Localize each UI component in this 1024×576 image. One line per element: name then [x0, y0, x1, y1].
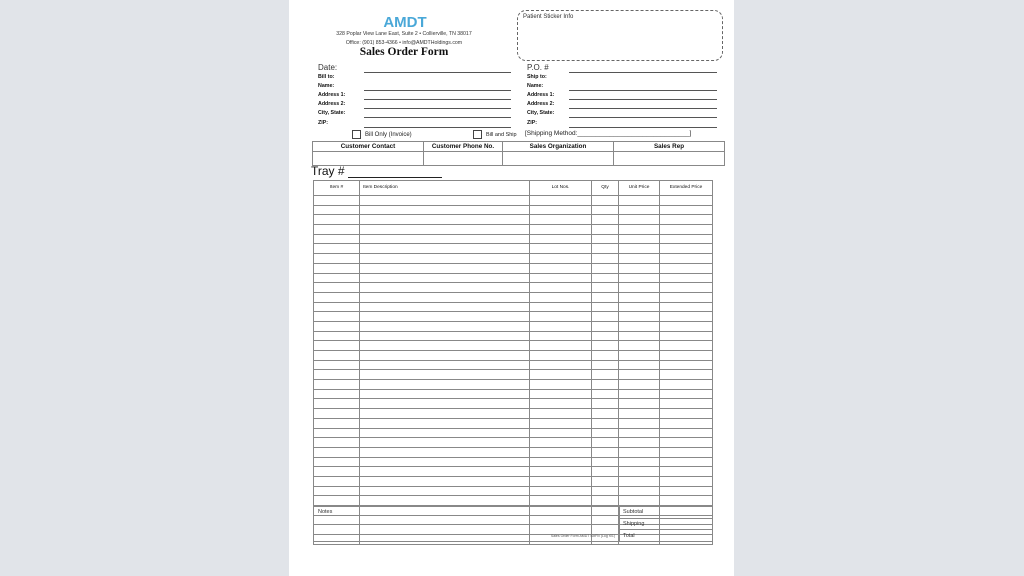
extended-price-cell[interactable] — [660, 486, 713, 496]
item-description-cell[interactable] — [360, 215, 530, 225]
extended-price-cell[interactable] — [660, 457, 713, 467]
table-row — [314, 234, 713, 244]
shipping-label: Shipping — [620, 518, 660, 530]
lot-nos-cell[interactable] — [530, 351, 592, 361]
lot-nos-header: Lot Nos. — [530, 181, 592, 196]
extended-price-cell[interactable] — [660, 331, 713, 341]
unit-price-cell[interactable] — [619, 321, 660, 331]
unit-price-cell[interactable] — [619, 283, 660, 293]
bill-city-field[interactable] — [364, 117, 511, 118]
item-description-cell[interactable] — [360, 244, 530, 254]
bill-city-label: City, State: — [318, 110, 346, 116]
extended-price-cell[interactable] — [660, 244, 713, 254]
extended-price-cell[interactable] — [660, 254, 713, 264]
item-number-cell[interactable] — [314, 351, 360, 361]
phone-header: Customer Phone No. — [424, 142, 503, 152]
lot-nos-cell[interactable] — [530, 234, 592, 244]
lot-nos-cell[interactable] — [530, 457, 592, 467]
extended-price-cell[interactable] — [660, 205, 713, 215]
bill-name-label: Name: — [318, 83, 335, 89]
bill-only-checkbox[interactable] — [352, 130, 361, 139]
qty-cell[interactable] — [592, 389, 619, 399]
table-row — [314, 321, 713, 331]
total-label: Total — [620, 530, 660, 542]
bill-address2-field[interactable] — [364, 108, 511, 109]
item-number-cell[interactable] — [314, 428, 360, 438]
extended-price-cell[interactable] — [660, 370, 713, 380]
unit-price-cell[interactable] — [619, 476, 660, 486]
table-row — [314, 380, 713, 390]
unit-price-cell[interactable] — [619, 351, 660, 361]
unit-price-cell[interactable] — [619, 418, 660, 428]
extended-price-cell[interactable] — [660, 380, 713, 390]
sales-org-header: Sales Organization — [503, 142, 614, 152]
sales-org-cell[interactable] — [503, 152, 614, 166]
extended-price-cell[interactable] — [660, 389, 713, 399]
item-description-cell[interactable] — [360, 312, 530, 322]
qty-cell[interactable] — [592, 380, 619, 390]
totals-table — [619, 506, 713, 542]
item-description-cell[interactable] — [360, 351, 530, 361]
item-number-cell[interactable] — [314, 263, 360, 273]
bill-zip-label: ZIP: — [318, 120, 329, 126]
qty-cell[interactable] — [592, 263, 619, 273]
bill-only-label: Bill Only (Invoice) — [365, 131, 412, 138]
item-number-cell[interactable] — [314, 321, 360, 331]
extended-price-cell[interactable] — [660, 234, 713, 244]
po-label: P.O. # — [527, 63, 549, 72]
unit-price-cell[interactable] — [619, 428, 660, 438]
qty-cell[interactable] — [592, 283, 619, 293]
table-row — [314, 399, 713, 409]
lot-nos-cell[interactable] — [530, 496, 592, 506]
item-number-cell[interactable] — [314, 273, 360, 283]
qty-cell[interactable] — [592, 215, 619, 225]
bill-name-field[interactable] — [364, 90, 511, 91]
logo-text: AMDT — [383, 14, 427, 31]
extended-price-cell[interactable] — [660, 496, 713, 506]
extended-price-cell[interactable] — [660, 321, 713, 331]
unit-price-cell[interactable] — [619, 380, 660, 390]
item-description-cell[interactable] — [360, 234, 530, 244]
lot-nos-cell[interactable] — [530, 273, 592, 283]
unit-price-cell[interactable] — [619, 467, 660, 477]
qty-cell[interactable] — [592, 476, 619, 486]
item-description-cell[interactable] — [360, 438, 530, 448]
bill-and-ship-option[interactable] — [473, 130, 517, 139]
item-number-cell[interactable] — [314, 360, 360, 370]
item-description-cell[interactable] — [360, 380, 530, 390]
qty-cell[interactable] — [592, 409, 619, 419]
bill-to-label: Bill to: — [318, 74, 335, 80]
unit-price-cell[interactable] — [619, 312, 660, 322]
qty-cell[interactable] — [592, 273, 619, 283]
company-address: 328 Poplar View Lane East, Suite 2 • Collierville, TN 38017 — [336, 31, 472, 37]
qty-cell[interactable] — [592, 457, 619, 467]
item-description-cell[interactable] — [360, 302, 530, 312]
table-row — [314, 438, 713, 448]
unit-price-cell[interactable] — [619, 331, 660, 341]
item-description-cell[interactable] — [360, 225, 530, 235]
phone-cell[interactable] — [424, 152, 503, 166]
item-description-cell[interactable] — [360, 370, 530, 380]
table-row — [314, 225, 713, 235]
subtotal-value-cell[interactable] — [660, 507, 713, 519]
ship-city-field[interactable] — [569, 117, 717, 118]
tray-label: Tray # — [311, 164, 345, 178]
unit-price-cell[interactable] — [619, 341, 660, 351]
qty-cell[interactable] — [592, 496, 619, 506]
table-row — [314, 196, 713, 206]
qty-cell[interactable] — [592, 321, 619, 331]
notes-label: Notes — [318, 509, 333, 515]
unit-price-cell[interactable] — [619, 447, 660, 457]
bill-address1-label: Address 1: — [318, 92, 346, 98]
item-description-cell[interactable] — [360, 496, 530, 506]
unit-price-cell[interactable] — [619, 389, 660, 399]
table-row — [314, 389, 713, 399]
qty-cell[interactable] — [592, 292, 619, 302]
date-label: Date: — [318, 63, 338, 72]
item-number-cell[interactable] — [314, 302, 360, 312]
item-number-cell[interactable] — [314, 215, 360, 225]
unit-price-cell[interactable] — [619, 496, 660, 506]
unit-price-cell[interactable] — [619, 292, 660, 302]
tray-field[interactable] — [348, 177, 442, 178]
item-description-cell[interactable] — [360, 292, 530, 302]
qty-cell[interactable] — [592, 486, 619, 496]
table-row — [314, 447, 713, 457]
qty-cell[interactable] — [592, 244, 619, 254]
unit-price-cell[interactable] — [619, 273, 660, 283]
item-description-cell[interactable] — [360, 428, 530, 438]
table-row — [314, 302, 713, 312]
extended-price-cell[interactable] — [660, 263, 713, 273]
item-number-cell[interactable] — [314, 205, 360, 215]
item-number-cell[interactable] — [314, 409, 360, 419]
subtotal-row — [620, 507, 713, 519]
unit-price-cell[interactable] — [619, 196, 660, 206]
ship-address1-label: Address 1: — [527, 92, 555, 98]
extended-price-cell[interactable] — [660, 225, 713, 235]
contact-input-row — [313, 152, 725, 166]
item-description-cell[interactable] — [360, 273, 530, 283]
qty-cell[interactable] — [592, 447, 619, 457]
item-description-cell[interactable] — [360, 399, 530, 409]
table-row — [314, 292, 713, 302]
extended-price-cell[interactable] — [660, 467, 713, 477]
item-number-cell[interactable] — [314, 418, 360, 428]
item-description-cell[interactable] — [360, 196, 530, 206]
item-number-cell[interactable] — [314, 283, 360, 293]
item-number-cell[interactable] — [314, 496, 360, 506]
item-number-cell[interactable] — [314, 399, 360, 409]
form-page — [289, 0, 734, 576]
lot-nos-cell[interactable] — [530, 263, 592, 273]
total-value-cell[interactable] — [660, 530, 713, 542]
unit-price-header: Unit Price — [619, 181, 660, 196]
total-row — [620, 530, 713, 542]
table-row — [314, 418, 713, 428]
contact-header: Customer Contact — [313, 142, 424, 152]
table-row — [314, 457, 713, 467]
qty-cell[interactable] — [592, 205, 619, 215]
lot-nos-cell[interactable] — [530, 244, 592, 254]
item-number-header: Item # — [314, 181, 360, 196]
unit-price-cell[interactable] — [619, 234, 660, 244]
extended-price-cell[interactable] — [660, 302, 713, 312]
item-description-cell[interactable] — [360, 457, 530, 467]
lot-nos-cell[interactable] — [530, 312, 592, 322]
lot-nos-cell[interactable] — [530, 399, 592, 409]
item-description-cell[interactable] — [360, 321, 530, 331]
lot-nos-cell[interactable] — [530, 370, 592, 380]
table-row — [314, 283, 713, 293]
lot-nos-cell[interactable] — [530, 389, 592, 399]
unit-price-cell[interactable] — [619, 370, 660, 380]
qty-cell[interactable] — [592, 351, 619, 361]
unit-price-cell[interactable] — [619, 254, 660, 264]
lot-nos-cell[interactable] — [530, 196, 592, 206]
unit-price-cell[interactable] — [619, 486, 660, 496]
items-body — [314, 196, 713, 545]
ship-address2-field[interactable] — [569, 108, 717, 109]
item-number-cell[interactable] — [314, 254, 360, 264]
extended-price-cell[interactable] — [660, 341, 713, 351]
lot-nos-cell[interactable] — [530, 418, 592, 428]
sales-rep-cell[interactable] — [614, 152, 725, 166]
item-number-cell[interactable] — [314, 225, 360, 235]
table-row — [314, 244, 713, 254]
customer-contact-table — [312, 141, 725, 166]
extended-price-cell[interactable] — [660, 399, 713, 409]
extended-price-cell[interactable] — [660, 428, 713, 438]
item-description-cell[interactable] — [360, 447, 530, 457]
item-number-cell[interactable] — [314, 486, 360, 496]
items-header-row — [314, 181, 713, 196]
shipping-row — [620, 518, 713, 530]
extended-price-cell[interactable] — [660, 273, 713, 283]
table-row — [314, 312, 713, 322]
lot-nos-cell[interactable] — [530, 438, 592, 448]
item-number-cell[interactable] — [314, 476, 360, 486]
lot-nos-cell[interactable] — [530, 321, 592, 331]
table-row — [314, 331, 713, 341]
bill-address2-label: Address 2: — [318, 101, 346, 107]
shipping-method-field[interactable]: [Shipping Method:_______________________________] — [525, 130, 692, 137]
lot-nos-cell[interactable] — [530, 215, 592, 225]
qty-cell[interactable] — [592, 196, 619, 206]
amdt-logo — [377, 12, 433, 32]
item-description-cell[interactable] — [360, 263, 530, 273]
ship-city-label: City, State: — [527, 110, 555, 116]
item-description-cell[interactable] — [360, 341, 530, 351]
bill-and-ship-checkbox[interactable] — [473, 130, 482, 139]
table-row — [314, 263, 713, 273]
item-description-cell[interactable] — [360, 389, 530, 399]
sticker-label: Patient Sticker Info — [523, 14, 574, 20]
extended-price-cell[interactable] — [660, 351, 713, 361]
qty-cell[interactable] — [592, 370, 619, 380]
lot-nos-cell[interactable] — [530, 283, 592, 293]
lot-nos-cell[interactable] — [530, 302, 592, 312]
unit-price-cell[interactable] — [619, 205, 660, 215]
lot-nos-cell[interactable] — [530, 254, 592, 264]
unit-price-cell[interactable] — [619, 399, 660, 409]
sales-rep-header: Sales Rep — [614, 142, 725, 152]
ship-address2-label: Address 2: — [527, 101, 555, 107]
bill-zip-field[interactable] — [364, 127, 511, 128]
table-row — [314, 341, 713, 351]
item-number-cell[interactable] — [314, 467, 360, 477]
item-number-cell[interactable] — [314, 312, 360, 322]
item-number-cell[interactable] — [314, 244, 360, 254]
lot-nos-cell[interactable] — [530, 341, 592, 351]
extended-price-cell[interactable] — [660, 409, 713, 419]
item-description-cell[interactable] — [360, 476, 530, 486]
item-description-header: Item Description — [360, 181, 530, 196]
unit-price-cell[interactable] — [619, 244, 660, 254]
company-contact: Office: (901) 853-4366 • info@AMDTHoldings.com — [345, 40, 463, 46]
item-number-cell[interactable] — [314, 196, 360, 206]
ship-name-label: Name: — [527, 83, 544, 89]
item-number-cell[interactable] — [314, 380, 360, 390]
qty-cell[interactable] — [592, 428, 619, 438]
unit-price-cell[interactable] — [619, 409, 660, 419]
lot-nos-cell[interactable] — [530, 205, 592, 215]
item-description-cell[interactable] — [360, 418, 530, 428]
extended-price-cell[interactable] — [660, 215, 713, 225]
table-row — [314, 273, 713, 283]
item-description-cell[interactable] — [360, 331, 530, 341]
po-field[interactable] — [569, 72, 717, 73]
extended-price-cell[interactable] — [660, 438, 713, 448]
qty-cell[interactable] — [592, 360, 619, 370]
item-description-cell[interactable] — [360, 360, 530, 370]
ship-to-label: Ship to: — [527, 74, 547, 80]
extended-price-cell[interactable] — [660, 360, 713, 370]
unit-price-cell[interactable] — [619, 263, 660, 273]
table-row — [314, 496, 713, 506]
notes-box[interactable] — [313, 506, 619, 542]
lot-nos-cell[interactable] — [530, 409, 592, 419]
bill-and-ship-label: Bill and Ship — [486, 131, 517, 138]
qty-cell[interactable] — [592, 254, 619, 264]
item-description-cell[interactable] — [360, 467, 530, 477]
item-description-cell[interactable] — [360, 283, 530, 293]
lot-nos-cell[interactable] — [530, 428, 592, 438]
extended-price-cell[interactable] — [660, 196, 713, 206]
lot-nos-cell[interactable] — [530, 486, 592, 496]
page-title: Sales Order Form — [359, 46, 449, 58]
ship-name-field[interactable] — [569, 90, 717, 91]
lot-nos-cell[interactable] — [530, 225, 592, 235]
qty-cell[interactable] — [592, 418, 619, 428]
unit-price-cell[interactable] — [619, 302, 660, 312]
table-row — [314, 205, 713, 215]
lot-nos-cell[interactable] — [530, 467, 592, 477]
item-description-cell[interactable] — [360, 254, 530, 264]
table-row — [314, 486, 713, 496]
qty-cell[interactable] — [592, 341, 619, 351]
extended-price-header: Extended Price — [660, 181, 713, 196]
item-number-cell[interactable] — [314, 234, 360, 244]
lot-nos-cell[interactable] — [530, 331, 592, 341]
form-footer-note: Sales Order Form AMDT SixFix (Log r01) — [550, 534, 615, 538]
lot-nos-cell[interactable] — [530, 476, 592, 486]
item-number-cell[interactable] — [314, 292, 360, 302]
extended-price-cell[interactable] — [660, 292, 713, 302]
lot-nos-cell[interactable] — [530, 447, 592, 457]
extended-price-cell[interactable] — [660, 418, 713, 428]
table-row — [314, 476, 713, 486]
table-row — [314, 215, 713, 225]
table-row — [314, 428, 713, 438]
qty-cell[interactable] — [592, 302, 619, 312]
item-number-cell[interactable] — [314, 457, 360, 467]
qty-cell[interactable] — [592, 225, 619, 235]
ship-zip-label: ZIP: — [527, 120, 538, 126]
table-row — [314, 370, 713, 380]
item-number-cell[interactable] — [314, 447, 360, 457]
ship-zip-field[interactable] — [569, 127, 717, 128]
ship-address1-field[interactable] — [569, 99, 717, 100]
item-number-cell[interactable] — [314, 341, 360, 351]
table-row — [314, 467, 713, 477]
contact-header-row — [313, 142, 725, 152]
item-number-cell[interactable] — [314, 389, 360, 399]
item-number-cell[interactable] — [314, 370, 360, 380]
item-description-cell[interactable] — [360, 409, 530, 419]
qty-cell[interactable] — [592, 312, 619, 322]
shipping-value-cell[interactable] — [660, 518, 713, 530]
bill-address1-field[interactable] — [364, 99, 511, 100]
qty-cell[interactable] — [592, 467, 619, 477]
extended-price-cell[interactable] — [660, 476, 713, 486]
unit-price-cell[interactable] — [619, 457, 660, 467]
table-row — [314, 351, 713, 361]
subtotal-label: Subtotal — [620, 507, 660, 519]
unit-price-cell[interactable] — [619, 215, 660, 225]
lot-nos-cell[interactable] — [530, 292, 592, 302]
item-number-cell[interactable] — [314, 331, 360, 341]
extended-price-cell[interactable] — [660, 447, 713, 457]
table-row — [314, 360, 713, 370]
lot-nos-cell[interactable] — [530, 360, 592, 370]
unit-price-cell[interactable] — [619, 225, 660, 235]
unit-price-cell[interactable] — [619, 438, 660, 448]
items-table — [313, 180, 713, 545]
bill-only-option[interactable] — [352, 130, 412, 139]
qty-cell[interactable] — [592, 399, 619, 409]
item-description-cell[interactable] — [360, 205, 530, 215]
unit-price-cell[interactable] — [619, 360, 660, 370]
qty-header: Qty — [592, 181, 619, 196]
item-number-cell[interactable] — [314, 438, 360, 448]
table-row — [314, 254, 713, 264]
qty-cell[interactable] — [592, 438, 619, 448]
item-description-cell[interactable] — [360, 486, 530, 496]
table-row — [314, 409, 713, 419]
qty-cell[interactable] — [592, 331, 619, 341]
extended-price-cell[interactable] — [660, 312, 713, 322]
date-field[interactable] — [364, 72, 511, 73]
qty-cell[interactable] — [592, 234, 619, 244]
lot-nos-cell[interactable] — [530, 380, 592, 390]
patient-sticker-box — [517, 10, 723, 61]
extended-price-cell[interactable] — [660, 283, 713, 293]
